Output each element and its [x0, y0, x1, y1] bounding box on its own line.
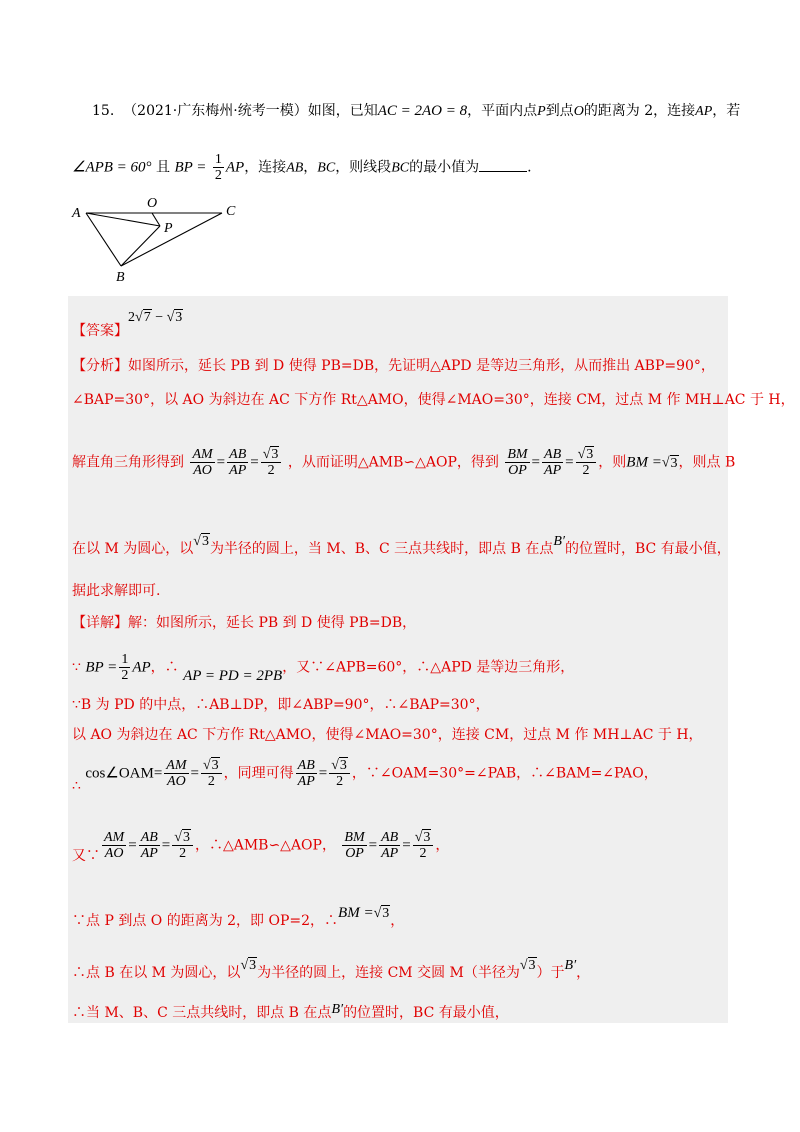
- analysis-label: 【分析】: [72, 358, 128, 374]
- detail-line-5: ∴ cos∠OAM= $\frac{AM}{AO}$ = $\frac{√3}{2}$ ，同理可得 $\frac{AB}{AP}$ = $\frac{√3}{2}$ ，∵∠OAM=30°=∠PAB，∴∠BAM=∠PAO，: [72, 758, 658, 794]
- detail-line-4: 以 AO 为斜边在 AC 下方作 Rt△AMO，使得∠MAO=30°，连接 CM，过点 M 作 MH⊥AC 于 H，: [72, 727, 703, 743]
- detail-line-6: 又∵ $\frac{AM}{AO}$ = $\frac{AB}{AP}$ = $\frac{√3}{2}$ ，∴△AMB∽△AOP， $\frac{BM}{OP}$ = $\frac{AB}{AP}$ = $\frac{√3}{2}$ ，: [72, 830, 450, 864]
- label-o: O: [147, 196, 158, 211]
- detail-label: 【详解】: [72, 615, 128, 631]
- segment-bp: [121, 226, 160, 266]
- analysis-line-5: 据此求解即可.: [72, 583, 161, 599]
- question-number: 15.: [92, 103, 115, 119]
- analysis-line-2: ∠BAP=30°，以 AO 为斜边在 AC 下方作 Rt△AMO，使得∠MAO=30°，连接 CM，过点 M 作 MH⊥AC 于 H，: [72, 392, 795, 408]
- analysis-line-4: 在以 M 为圆心，以√3为半径的圆上，当 M、B、C 三点共线时，即点 B 在点B′的位置时，BC 有最小值，: [72, 534, 731, 557]
- question-line-2: ∠APB = 60° 且 BP = $\frac{1}{2}$ AP，连接AB，BC，则线段BC的最小值为 .: [72, 152, 532, 183]
- label-c: C: [226, 204, 236, 219]
- segment-ap: [86, 213, 160, 226]
- detail-line-9: ∴当 M、B、C 三点共线时，即点 B 在点B′的位置时，BC 有最小值，: [72, 1002, 509, 1021]
- answer-line: [72, 310, 183, 340]
- fraction-bm-op: $\frac{BM}{OP}$: [507, 447, 528, 478]
- analysis-line-1: 【分析】如图所示，延长 PB 到 D 使得 PB=DB，先证明△APD 是等边三角形，从而推出 ABP=90°，: [72, 358, 715, 374]
- answer-label: 【答案】: [72, 323, 128, 339]
- detail-line-2: ∵ BP = $\frac{1}{2}$ AP，∴ AP = PD = 2PB，又∵∠APB=60°，∴△APD 是等边三角形，: [72, 652, 575, 684]
- detail-line-8: ∴点 B 在以 M 为圆心，以√3为半径的圆上，连接 CM 交圆 M（半径为√3）于B′，: [72, 958, 591, 981]
- detail-line-3: ∵B 为 PD 的中点，∴AB⊥DP，即∠ABP=90°，∴∠BAP=30°，: [72, 697, 490, 713]
- segment-ab: [86, 213, 121, 266]
- segment-op: [152, 213, 160, 226]
- label-a: A: [72, 206, 81, 221]
- fraction-half: $\frac{1}{2}$: [214, 152, 222, 183]
- geometry-figure: [0, 0, 800, 300]
- question-line-1: 15. （2021·广东梅州·统考一模）如图，已知AC = 2AO = 8，平面内点P到点O的距离为 2，连接AP，若: [92, 103, 741, 119]
- given-equation: AC = 2AO = 8: [377, 103, 468, 119]
- analysis-line-3: 解直角三角形得到 $\frac{AM}{AO}$ = $\frac{AB}{AP}$ = $\frac{√3}{2}$ ，从而证明△AMB∽△AOP，得到 $\frac{BM}{OP}$ = $\frac{AB}{AP}$ = $\frac{√3}{2}$ ，则BM =√3，则点 B: [72, 447, 736, 478]
- given-angle: ∠APB = 60°: [72, 159, 152, 176]
- label-p: P: [164, 221, 173, 236]
- detail-line-1: 【详解】解：如图所示，延长 PB 到 D 使得 PB=DB，: [72, 615, 417, 631]
- answer-value: 2√7 − √3: [128, 310, 183, 325]
- fraction-am-ao: $\frac{AM}{AO}$: [192, 447, 213, 478]
- detail-line-7: ∵点 P 到点 O 的距离为 2，即 OP=2，∴BM =√3，: [72, 905, 405, 929]
- question-source: （2021·广东梅州·统考一模）: [123, 103, 308, 119]
- label-b: B: [116, 270, 125, 285]
